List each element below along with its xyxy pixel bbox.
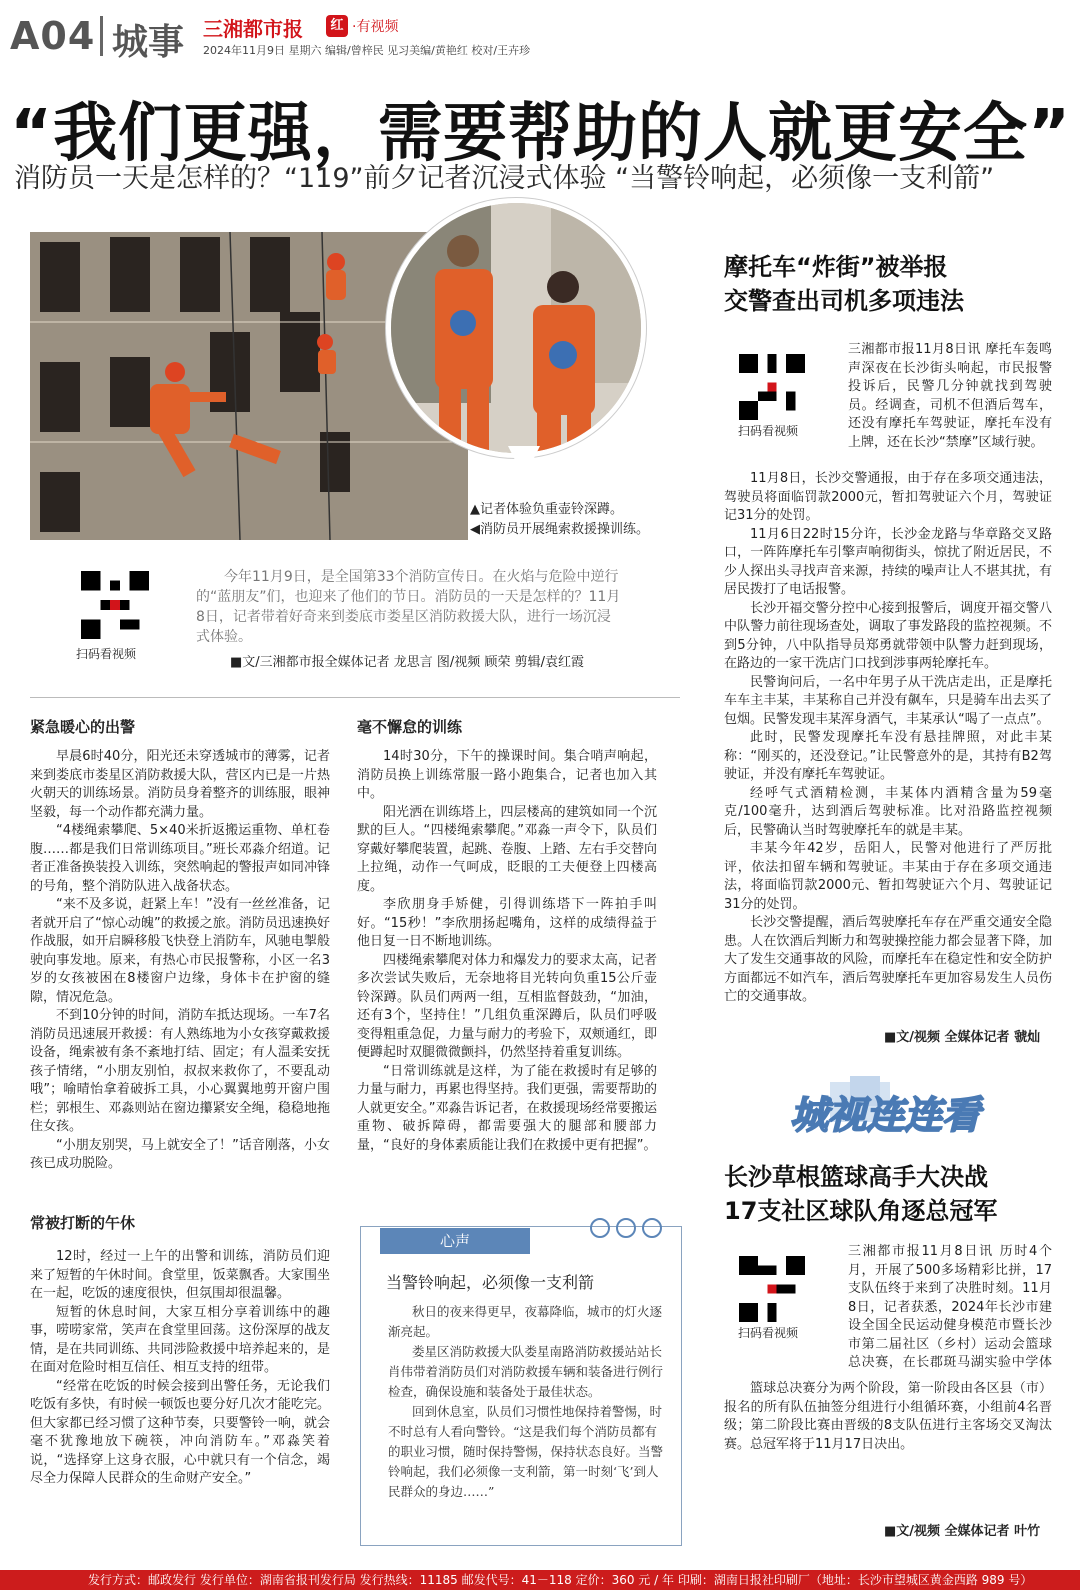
- col2-body-1: 14时30分，下午的操课时间。集合哨声响起，消防员换上训练常服一路小跑集合，记者也加入其中。 阳光洒在训练塔上，四层楼高的建筑如同一个沉默的巨人。“四楼绳索攀爬。”邓淼一声令下，队员们穿戴好攀爬装置，起跳、卷腹、上踏、左右手交替向上拉绳，动作一气呵成，眨眼的工夫便登上四楼高度。 李欣朋身手矫健，引得训练塔下一阵拍手叫好。“15秒！”李欣朋扬起嘴角，这样的成绩得益于他日复一日不断地训练。 四楼绳索攀爬对体力和爆发力的要求太高，记者多次尝试失败后，无奈地将目光转向负重15公斤壶铃深蹲。队员们两两一组，互相监督鼓劲，“加油，还有3个，坚持住！”几组负重深蹲后，队员们呼吸变得粗重急促，力量与耐力的考验下，双颊通红，即便蹲起时双腿微微颤抖，仍然坚持着重复训练。 “日常训练就是这样，为了能在救援时有足够的力量与耐力，再累也得坚持。我们更强，需要帮助的人就更安全。”邓淼告诉记者，在救援现场经常要搬运重物、破拆障碍，都需要强大的腿部和腰部力量，“良好的身体素质能让我们在救援中更有把握”。: [357, 749, 657, 1153]
- speech-bubble-tail: [508, 446, 540, 478]
- right2-title: 长沙草根篮球高手大决战 17支社区球队角逐总冠军: [724, 1163, 998, 1225]
- qr-label: 扫码看视频: [738, 424, 799, 438]
- kettlebell-squat-photo: [386, 198, 646, 458]
- caption-line-1: ▲记者体验负重壶铃深蹲。: [470, 502, 623, 517]
- kettlebell-illustration: [391, 203, 646, 458]
- main-subhead: 消防员一天是怎样的？“119”前夕记者沉浸式体验 “当警铃响起，必须像一支利箭”: [14, 163, 995, 194]
- brand-logo-icon: 红: [326, 15, 348, 37]
- main-headline: “我们更强，需要帮助的人就更安全”: [10, 97, 1072, 171]
- col1-body-2: 12时，经过一上午的出警和训练，消防员们迎来了短暂的午休时间。食堂里，饭菜飘香。大家围坐在一起，吃饭的速度很快，但氛围却很温馨。 短暂的休息时间，大家互相分享着训练中的趣事，唠唠家常，笑声在食堂里回荡。这份深厚的战友情，是在共同训练、共同涉险救援中培养起来的，是在面对危险时相互信任、相互支持的纽带。 “经常在吃饭的时候会接到出警任务，无论我们吃饭有多快，有时候一顿饭也要分好几次才能吃完。但大家都已经习惯了这种节奏，只要警铃一响，就会毫不犹豫地放下碗筷，冲向消防车。”邓淼笑着说，“选择穿上这身衣服，心中就只有一个信念，竭尽全力保障人民群众的生命财产安全。”: [30, 1249, 330, 1486]
- photo-caption: [470, 500, 649, 540]
- qr-code-icon[interactable]: [738, 354, 808, 420]
- qr-code-icon[interactable]: [76, 567, 160, 643]
- col2-heading-1: 毫不懈怠的训练: [357, 718, 463, 736]
- qr-label: 扫码看视频: [76, 647, 137, 661]
- section-divider: [30, 697, 680, 698]
- qr-block-main[interactable]: [76, 567, 160, 662]
- masthead-divider: [100, 16, 103, 56]
- brand-tag: ·有视频: [352, 19, 399, 35]
- col1-body-1: 早晨6时40分，阳光还未穿透城市的薄雾，记者来到娄底市娄星区消防救援大队，营区内已是一片热火朝天的训练场景。消防员身着整齐的训练服，眼神坚毅，每一个动作都充满力量。 “4楼绳索攀爬、5×40米折返搬运重物、单杠卷腹……都是我们日常训练项目。”班长邓淼介绍道。记者正准备换装投入训练，突然响起的警报声如同冲锋的号角，整个消防队进入战备状态。 “来不及多说，赶紧上车！”没有一丝丝准备，记者就开启了“惊心动魄”的救援之旅。消防员迅速换好作战服，如开启瞬移般飞快登上消防车，风驰电掣般驶向事发地。原来，有热心市民报警称，小区一名3岁的女孩被困在8楼窗户边缘，身体卡在护窗的缝隙，情况危急。 不到10分钟的时间，消防车抵达现场。一车7名消防员迅速展开救援：有人熟练地为小女孩穿戴救援设备，绳索被有条不紊地打结、固定；有人温柔安抚孩子情绪，“小朋友别怕，叔叔来救你了，不要乱动哦”；喻晴怡拿着破拆工具，小心翼翼地剪开窗户围栏；郭根生、邓淼则站在窗边攥紧安全绳，稳稳地拖住女孩。 “小朋友别哭，马上就安全了！”话音刚落，小女孩已成功脱险。: [30, 749, 330, 1171]
- xinsheng-tab: 心声: [380, 1228, 530, 1254]
- article-lede: 今年11月9日，是全国第33个消防宣传日。在火焰与危险中逆行的“蓝朋友”们，也迎来了他们的节日。消防员的一天是怎样的？11月8日，记者带着好奇来到娄底市娄星区消防救援大队，进行一场沉浸式体验。: [196, 569, 621, 645]
- right2-intro: 三湘都市报11月8日讯 历时4个月，开展了500多场精彩比拼，17支队伍终于来到了决胜时刻。11月8日，记者获悉，2024年长沙市建设全国全民运动健身模范市暨长沙市第二届社区（乡村）运动会篮球总决赛，在长郡斑马湖实验中学体: [848, 1244, 1052, 1370]
- right1-title: 摩托车“炸街”被举报 交警查出司机多项违法: [724, 253, 964, 315]
- right2-byline: ■文/视频 全媒体记者 叶竹: [884, 1524, 1041, 1539]
- logo-text: 城视连连看: [790, 1093, 981, 1137]
- right1-intro: 三湘都市报11月8日讯 摩托车轰鸣声深夜在长沙街头响起，市民报警投诉后，民警几分钟就找到驾驶员。经调查，司机不但酒后驾车，还没有摩托车驾驶证，摩托车没有上牌，还在长沙“禁摩”区域行驶。: [848, 342, 1052, 450]
- xinsheng-title: 当警铃响起，必须像一支利箭: [386, 1273, 595, 1292]
- col1-heading-2: 常被打断的午休: [30, 1214, 136, 1232]
- right2-body: 篮球总决赛分为两个阶段，第一阶段由各区县（市）报名的所有队伍抽签分组进行小组循环赛，小组前4名晋级；第二阶段比赛由晋级的8支队伍进行主客场交叉淘汰赛。总冠军将于11月17日决出。: [724, 1381, 1052, 1452]
- qr-block-right1[interactable]: [738, 354, 808, 439]
- col1-heading-1: 紧急暖心的出警: [30, 718, 136, 736]
- xinsheng-body: 秋日的夜来得更早，夜幕降临，城市的灯火逐渐亮起。 娄星区消防救援大队娄星南路消防救援站站长肖伟带着消防员们对消防救援车辆和装备进行例行检查，确保设施和装备处于最佳状态。 回到休息室，队员们习惯性地保持着警惕，时不时总有人看向警铃。“这是我们每个消防员都有的职业习惯，随时保持警惕，保持状态良好。当警铃响起，我们必须像一支利箭，第一时刻‘飞’到人民群众的身边……”: [388, 1304, 664, 1499]
- issue-meta: 2024年11月9日 星期六 编辑/曾梓民 见习美编/黄艳红 校对/王卉珍: [203, 44, 531, 57]
- footer-publishing-info: 发行方式：邮政发行 发行单位：湖南省报刊发行局 发行热线：11185 邮发代号：41－118 定价：360 元 / 年 印刷：湖南日报社印刷厂（地址：长沙市望城区黄金西路 989 号）: [0, 1570, 1080, 1590]
- section-title: 城事: [112, 22, 185, 63]
- city-video-logo: [790, 1076, 1000, 1146]
- qr-block-right2[interactable]: [738, 1256, 808, 1341]
- qr-label: 扫码看视频: [738, 1326, 799, 1340]
- page-number: A04: [10, 14, 96, 58]
- qr-code-icon[interactable]: [738, 1256, 808, 1322]
- right1-body: 11月8日，长沙交警通报，由于存在多项交通违法，驾驶员将面临罚款2000元，暂扣驾驶证六个月，驾驶证记31分的处罚。 11月6日22时15分许，长沙金龙路与华章路交叉路口，一阵阵摩托车引擎声响彻街头，惊扰了附近居民，不少人探出头寻找声音来源，持续的噪声让人不堪其扰，有居民拨打了电话报警。 长沙开福交警分控中心接到报警后，调度开福交警八中队警力前往现场查处，调取了事发路段的监控视频。不到5分钟，八中队指导员郑勇就带领中队警力赶到现场，在路边的一家干洗店门口找到涉事两轮摩托车。 民警询问后，一名中年男子从干洗店走出，正是摩托车车主丰某，丰某称自己并没有飙车，只是骑车出去买了包烟。民警发现丰某浑身酒气，丰某承认“喝了一点点”。 此时，民警发现摩托车没有悬挂牌照，对此丰某称：“刚买的，还没登记。”让民警意外的是，其持有B2驾驶证，并没有摩托车驾驶证。 经呼气式酒精检测，丰某体内酒精含量为59毫克/100毫升，达到酒后驾驶标准。比对沿路监控视频后，民警确认当时驾驶摩托车的就是丰某。 丰某今年42岁，岳阳人，民警对他进行了严厉批评，依法扣留车辆和驾驶证。丰某由于存在多项交通违法，将面临罚款2000元、暂扣驾驶证六个月、驾驶证记31分的处罚。 长沙交警提醒，酒后驾驶摩托车存在严重交通安全隐患。人在饮酒后判断力和驾驶操控能力都会显著下降，加大了发生交通事故的风险，而摩托车在稳定性和安全防护方面都远不如汽车，酒后驾驶摩托车更加容易发生人员伤亡的交通事故。: [724, 471, 1052, 1004]
- article-byline: ■文/三湘都市报全媒体记者 龙思言 图/视频 顾荣 剪辑/袁红霞: [230, 655, 584, 670]
- caption-line-2: ◀消防员开展绳索救援操训练。: [470, 522, 649, 537]
- swirl-decoration-icon: [588, 1212, 668, 1242]
- right1-byline: ■文/视频 全媒体记者 虢灿: [884, 1030, 1041, 1045]
- brand-name: 三湘都市报: [203, 17, 303, 41]
